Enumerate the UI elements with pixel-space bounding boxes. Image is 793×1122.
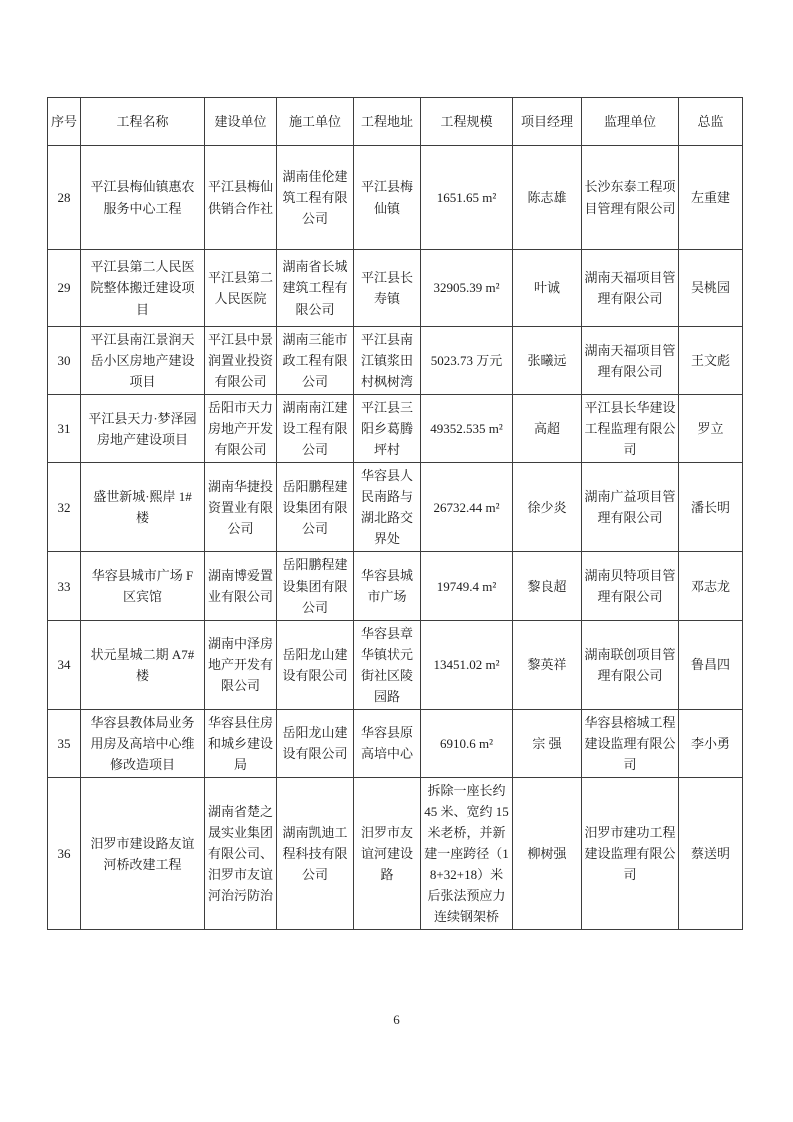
cell-no: 30 <box>48 327 81 395</box>
cell-manager: 黎良超 <box>513 552 582 620</box>
cell-no: 28 <box>48 146 81 250</box>
cell-supervisor: 湖南联创项目管理有限公司 <box>582 620 679 709</box>
cell-name: 状元星城二期 A7#楼 <box>81 620 205 709</box>
cell-name: 平江县梅仙镇惠农服务中心工程 <box>81 146 205 250</box>
cell-chief: 罗立 <box>679 395 743 463</box>
cell-builder: 湖南中泽房地产开发有限公司 <box>205 620 277 709</box>
cell-address: 汨罗市友谊河建设路 <box>354 777 421 929</box>
column-header-no: 序号 <box>48 98 81 146</box>
cell-no: 33 <box>48 552 81 620</box>
cell-address: 华容县章华镇状元街社区陵园路 <box>354 620 421 709</box>
column-header-contractor: 施工单位 <box>277 98 354 146</box>
cell-supervisor: 湖南天福项目管理有限公司 <box>582 250 679 327</box>
cell-scale: 32905.39 m² <box>421 250 513 327</box>
cell-chief: 蔡送明 <box>679 777 743 929</box>
table-body <box>48 146 743 930</box>
cell-contractor: 湖南南江建设工程有限公司 <box>277 395 354 463</box>
cell-name: 平江县南江景润天岳小区房地产建设项目 <box>81 327 205 395</box>
cell-no: 29 <box>48 250 81 327</box>
cell-builder: 平江县第二人民医院 <box>205 250 277 327</box>
cell-builder: 湖南博爱置业有限公司 <box>205 552 277 620</box>
cell-manager: 叶诚 <box>513 250 582 327</box>
cell-builder: 岳阳市天力房地产开发有限公司 <box>205 395 277 463</box>
cell-contractor: 湖南省长城建筑工程有限公司 <box>277 250 354 327</box>
cell-name: 华容县教体局业务用房及高培中心维修改造项目 <box>81 709 205 777</box>
cell-builder: 平江县梅仙供销合作社 <box>205 146 277 250</box>
cell-manager: 柳树强 <box>513 777 582 929</box>
cell-chief: 吴桃园 <box>679 250 743 327</box>
table-row <box>48 463 743 552</box>
page-number: 6 <box>393 1012 400 1027</box>
table-row <box>48 709 743 777</box>
cell-contractor: 岳阳鹏程建设集团有限公司 <box>277 552 354 620</box>
cell-builder: 华容县住房和城乡建设局 <box>205 709 277 777</box>
cell-manager: 张曦远 <box>513 327 582 395</box>
table-row <box>48 327 743 395</box>
cell-manager: 徐少炎 <box>513 463 582 552</box>
cell-name: 平江县第二人民医院整体搬迁建设项目 <box>81 250 205 327</box>
cell-manager: 高超 <box>513 395 582 463</box>
cell-address: 平江县三阳乡葛腾坪村 <box>354 395 421 463</box>
cell-address: 平江县南江镇浆田村枫树湾 <box>354 327 421 395</box>
cell-supervisor: 湖南广益项目管理有限公司 <box>582 463 679 552</box>
column-header-address: 工程地址 <box>354 98 421 146</box>
cell-chief: 潘长明 <box>679 463 743 552</box>
header-row <box>48 98 743 146</box>
projects-table <box>47 97 743 930</box>
cell-contractor: 湖南凯迪工程科技有限公司 <box>277 777 354 929</box>
cell-scale: 26732.44 m² <box>421 463 513 552</box>
cell-address: 华容县人民南路与湖北路交界处 <box>354 463 421 552</box>
cell-scale: 拆除一座长约 45 米、宽约 15 米老桥，并新建一座跨径（18+32+18）米后张法预应力连续钢架桥 <box>421 777 513 929</box>
cell-no: 36 <box>48 777 81 929</box>
cell-address: 华容县原高培中心 <box>354 709 421 777</box>
cell-name: 汨罗市建设路友谊河桥改建工程 <box>81 777 205 929</box>
cell-name: 盛世新城·熙岸 1#楼 <box>81 463 205 552</box>
cell-scale: 49352.535 m² <box>421 395 513 463</box>
cell-contractor: 岳阳龙山建设有限公司 <box>277 709 354 777</box>
cell-chief: 鲁昌四 <box>679 620 743 709</box>
column-header-name: 工程名称 <box>81 98 205 146</box>
cell-address: 平江县梅仙镇 <box>354 146 421 250</box>
cell-builder: 湖南华捷投资置业有限公司 <box>205 463 277 552</box>
cell-scale: 1651.65 m² <box>421 146 513 250</box>
column-header-scale: 工程规模 <box>421 98 513 146</box>
cell-no: 35 <box>48 709 81 777</box>
cell-name: 平江县天力·梦泽园房地产建设项目 <box>81 395 205 463</box>
column-header-supervisor: 监理单位 <box>582 98 679 146</box>
cell-chief: 邓志龙 <box>679 552 743 620</box>
column-header-manager: 项目经理 <box>513 98 582 146</box>
cell-name: 华容县城市广场 F 区宾馆 <box>81 552 205 620</box>
cell-supervisor: 湖南贝特项目管理有限公司 <box>582 552 679 620</box>
cell-address: 平江县长寿镇 <box>354 250 421 327</box>
table-row <box>48 777 743 929</box>
cell-contractor: 湖南三能市政工程有限公司 <box>277 327 354 395</box>
cell-supervisor: 汨罗市建功工程建设监理有限公司 <box>582 777 679 929</box>
table-row <box>48 620 743 709</box>
cell-contractor: 岳阳鹏程建设集团有限公司 <box>277 463 354 552</box>
cell-manager: 黎英祥 <box>513 620 582 709</box>
cell-manager: 陈志雄 <box>513 146 582 250</box>
table-row <box>48 146 743 250</box>
cell-no: 32 <box>48 463 81 552</box>
cell-scale: 13451.02 m² <box>421 620 513 709</box>
cell-contractor: 岳阳龙山建设有限公司 <box>277 620 354 709</box>
cell-chief: 李小勇 <box>679 709 743 777</box>
cell-supervisor: 平江县长华建设工程监理有限公司 <box>582 395 679 463</box>
cell-builder: 湖南省楚之晟实业集团有限公司、汨罗市友谊河治污防治 <box>205 777 277 929</box>
cell-no: 34 <box>48 620 81 709</box>
cell-scale: 6910.6 m² <box>421 709 513 777</box>
cell-chief: 左重建 <box>679 146 743 250</box>
cell-scale: 5023.73 万元 <box>421 327 513 395</box>
cell-supervisor: 长沙东泰工程项目管理有限公司 <box>582 146 679 250</box>
cell-builder: 平江县中景润置业投资有限公司 <box>205 327 277 395</box>
cell-address: 华容县城市广场 <box>354 552 421 620</box>
cell-scale: 19749.4 m² <box>421 552 513 620</box>
cell-supervisor: 华容县榕城工程建设监理有限公司 <box>582 709 679 777</box>
table-row <box>48 395 743 463</box>
table-row <box>48 250 743 327</box>
column-header-builder: 建设单位 <box>205 98 277 146</box>
cell-chief: 王文彪 <box>679 327 743 395</box>
cell-supervisor: 湖南天福项目管理有限公司 <box>582 327 679 395</box>
column-header-chief: 总监 <box>679 98 743 146</box>
cell-manager: 宗 强 <box>513 709 582 777</box>
cell-contractor: 湖南佳伦建筑工程有限公司 <box>277 146 354 250</box>
cell-no: 31 <box>48 395 81 463</box>
table-row <box>48 552 743 620</box>
